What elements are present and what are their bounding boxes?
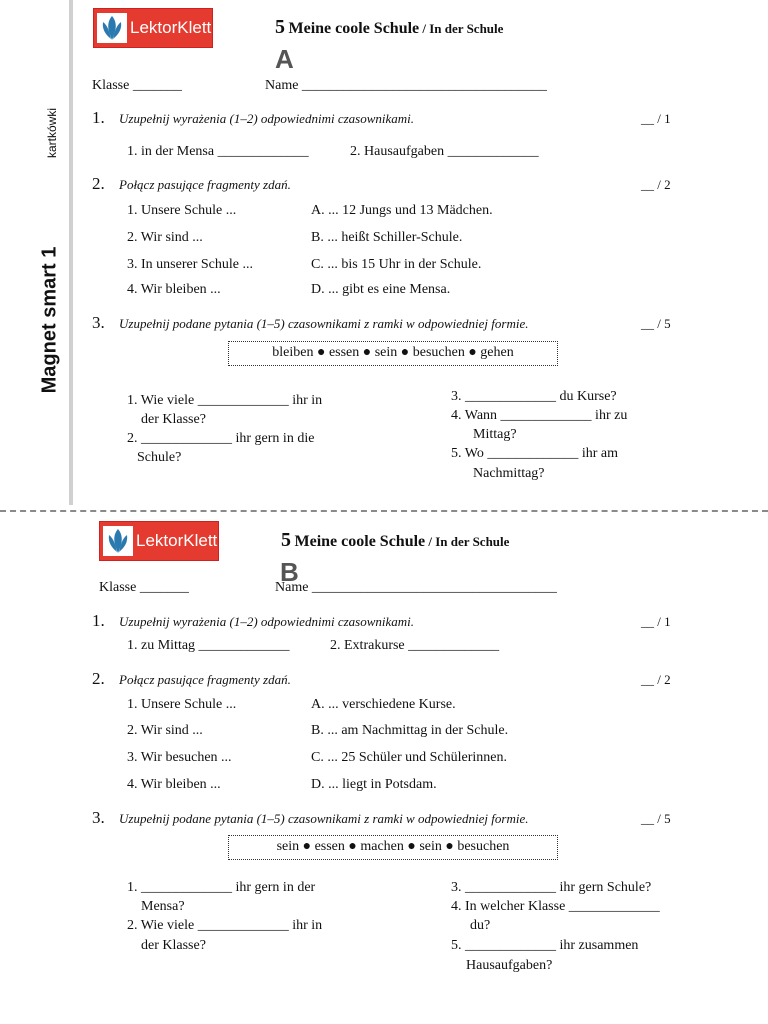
match-right-item: A. ... 12 Jungs und 13 Mädchen.	[311, 203, 493, 218]
worksheet-title: 5 Meine coole Schule / In der Schule	[281, 529, 510, 551]
question-line: 5. Wo _____________ ihr am	[451, 446, 618, 461]
lektorklett-logo	[93, 8, 213, 48]
match-left-item: 4. Wir bleiben ...	[127, 777, 221, 792]
question-line: 5. _____________ ihr zusammen	[451, 938, 639, 953]
logo-text: LektorKlett	[136, 531, 218, 550]
match-left-item: 3. In unserer Schule ...	[127, 257, 253, 272]
question-instruction: Uzupełnij podane pytania (1–5) czasownikami z ramki w odpowiedniej formie.	[119, 316, 529, 331]
name-field: Name ___________________________________	[265, 78, 547, 93]
klett-leaf-icon	[103, 526, 133, 556]
series-subtitle: kartkówki	[45, 107, 59, 159]
match-right-item: B. ... heißt Schiller-Schule.	[311, 230, 463, 245]
score-field: __ / 5	[641, 316, 671, 331]
variant-label: A	[275, 44, 294, 74]
cut-line	[0, 510, 768, 512]
score-field: __ / 2	[641, 177, 671, 192]
question-line: 1. Wie viele _____________ ihr in	[127, 393, 323, 408]
class-field: Klasse _______	[99, 580, 189, 595]
series-title: Magnet smart 1	[38, 246, 61, 394]
question-instruction: Uzupełnij wyrażenia (1–2) odpowiednimi czasownikami.	[119, 111, 415, 126]
match-right-item: C. ... bis 15 Uhr in der Schule.	[311, 257, 482, 272]
score-field: __ / 1	[641, 111, 671, 126]
logo-text: LektorKlett	[130, 18, 212, 37]
match-right-item: C. ... 25 Schüler und Schülerinnen.	[311, 750, 507, 765]
question-line: 4. Wann _____________ ihr zu	[451, 408, 628, 423]
question-line: Schule?	[137, 450, 182, 465]
match-right-item: D. ... liegt in Potsdam.	[311, 777, 437, 792]
question-line: Nachmittag?	[473, 466, 545, 481]
question-number: 3.	[92, 313, 105, 332]
question-line: der Klasse?	[141, 412, 206, 427]
question-line: 4. In welcher Klasse _____________	[451, 899, 660, 914]
match-right-item: B. ... am Nachmittag in der Schule.	[311, 723, 509, 738]
match-left-item: 2. Wir sind ...	[127, 723, 203, 738]
question-line: Hausaufgaben?	[466, 958, 553, 973]
match-right-item: A. ... verschiedene Kurse.	[311, 697, 456, 712]
question-instruction: Uzupełnij wyrażenia (1–2) odpowiednimi czasownikami.	[119, 614, 415, 629]
lektorklett-logo	[99, 521, 219, 561]
question-number: 1.	[92, 611, 105, 630]
klett-leaf-icon	[97, 13, 127, 43]
class-field: Klasse _______	[92, 78, 182, 93]
question-line: der Klasse?	[141, 938, 206, 953]
question-number: 1.	[92, 108, 105, 127]
match-left-item: 1. Unsere Schule ...	[127, 697, 237, 712]
word-box: sein ● essen ● machen ● sein ● besuchen	[228, 835, 558, 860]
question-line: du?	[470, 918, 491, 933]
exercise-item: 2. Hausaufgaben _____________	[350, 144, 539, 159]
question-number: 2.	[92, 174, 105, 193]
name-field: Name ___________________________________	[275, 580, 557, 595]
worksheet-title: 5 Meine coole Schule / In der Schule	[275, 16, 504, 38]
match-right-item: D. ... gibt es eine Mensa.	[311, 282, 451, 297]
question-line: 2. _____________ ihr gern in die	[127, 431, 315, 446]
exercise-item: 1. in der Mensa _____________	[127, 144, 309, 159]
question-line: Mittag?	[473, 427, 517, 442]
question-line: 3. _____________ du Kurse?	[451, 389, 617, 404]
sidebar-divider	[69, 0, 73, 505]
score-field: __ / 5	[641, 811, 671, 826]
question-number: 2.	[92, 669, 105, 688]
question-instruction: Uzupełnij podane pytania (1–5) czasownikami z ramki w odpowiedniej formie.	[119, 811, 529, 826]
question-instruction: Połącz pasujące fragmenty zdań.	[119, 672, 291, 687]
question-instruction: Połącz pasujące fragmenty zdań.	[119, 177, 291, 192]
variant-label: B	[280, 557, 299, 587]
question-line: 1. _____________ ihr gern in der	[127, 880, 316, 895]
score-field: __ / 1	[641, 614, 671, 629]
match-left-item: 3. Wir besuchen ...	[127, 750, 232, 765]
match-left-item: 4. Wir bleiben ...	[127, 282, 221, 297]
exercise-item: 1. zu Mittag _____________	[127, 638, 290, 653]
question-line: Mensa?	[141, 899, 185, 914]
exercise-item: 2. Extrakurse _____________	[330, 638, 500, 653]
word-box: bleiben ● essen ● sein ● besuchen ● gehen	[228, 341, 558, 366]
question-line: 3. _____________ ihr gern Schule?	[451, 880, 652, 895]
match-left-item: 2. Wir sind ...	[127, 230, 203, 245]
question-line: 2. Wie viele _____________ ihr in	[127, 918, 323, 933]
match-left-item: 1. Unsere Schule ...	[127, 203, 237, 218]
score-field: __ / 2	[641, 672, 671, 687]
question-number: 3.	[92, 808, 105, 827]
